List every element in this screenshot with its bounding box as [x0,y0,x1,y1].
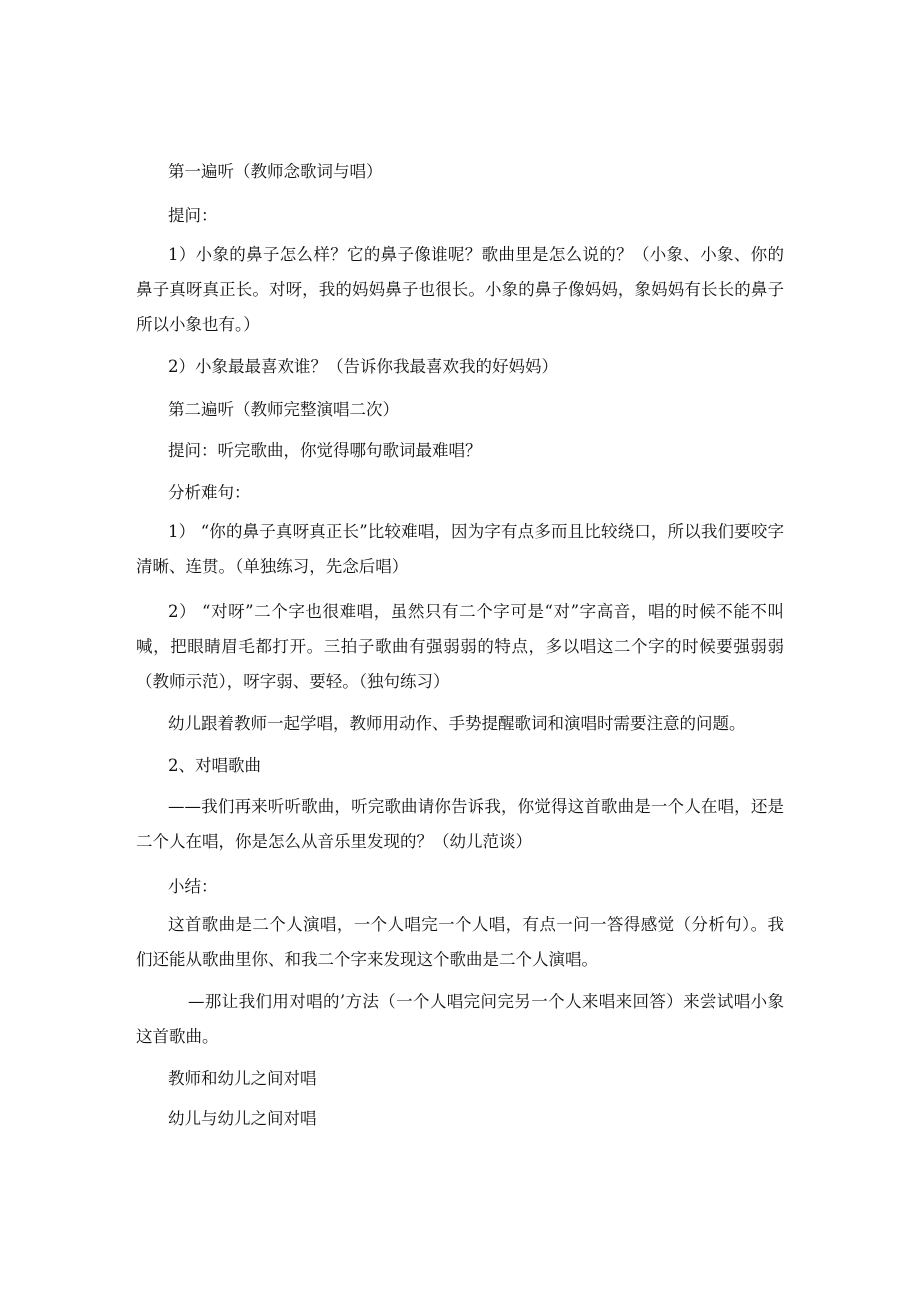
paragraph-first-listen: 第一遍听（教师念歌词与唱） [168,162,383,181]
paragraph-teacher-child-duet: 教师和幼儿之间对唱 [168,1069,317,1088]
paragraph-analysis-1: 1） “你的鼻子真呀真正长”比较难唱，因为字有点多而且比较绕口，所以我们要咬字清晰、连贯。（单独练习，先念后唱） [136,522,784,576]
paragraph-child-child-duet: 幼儿与幼儿之间对唱 [168,1109,317,1128]
paragraph-summary-label: 小结： [168,877,218,896]
paragraph-second-listen: 第二遍听（教师完整演唱二次） [168,400,399,419]
paragraph-section-duet: 2、对唱歌曲 [168,756,261,775]
paragraph-listen-again: ——我们再来听听歌曲，听完歌曲请你告诉我，你觉得这首歌曲是一个人在唱，还是二个人在唱，你是怎么从音乐里发现的？（幼儿范谈） [136,797,784,851]
paragraph-analysis-2: 2） “对呀”二个字也很难唱，虽然只有二个字可是“对”字高音，唱的时候不能不叫喊，把眼睛眉毛都打开。三拍子歌曲有强弱弱的特点，多以唱这二个字的时候要强弱弱（教师示范），呀字弱、要轻。（独句练习） [136,602,784,691]
paragraph-try-duet: —那让我们用对唱的’方法（一个人唱完问完另一个人来唱来回答）来尝试唱小象这首歌曲。 [136,992,784,1046]
paragraph-question-label: 提问： [168,206,218,225]
paragraph-summary: 这首歌曲是二个人演唱，一个人唱完一个人唱，有点一问一答得感觉（分析句）。我们还能从歌曲里你、和我二个字来发现这个歌曲是二个人演唱。 [136,915,784,969]
paragraph-analysis-label: 分析难句： [168,483,251,502]
paragraph-hard-lyric-question: 提问：听完歌曲，你觉得哪句歌词最难唱？ [168,441,482,460]
paragraph-question-1: 1）小象的鼻子怎么样？它的鼻子像谁呢？歌曲里是怎么说的？（小象、小象、你的鼻子真呀真正长。对呀，我的妈妈鼻子也很长。小象的鼻子像妈妈，象妈妈有长长的鼻子所以小象也有。） [136,245,784,334]
paragraph-question-2: 2）小象最最喜欢谁？（告诉你我最喜欢我的好妈妈） [168,357,558,376]
paragraph-learn-together: 幼儿跟着教师一起学唱，教师用动作、手势提醒歌词和演唱时需要注意的问题。 [168,714,746,733]
